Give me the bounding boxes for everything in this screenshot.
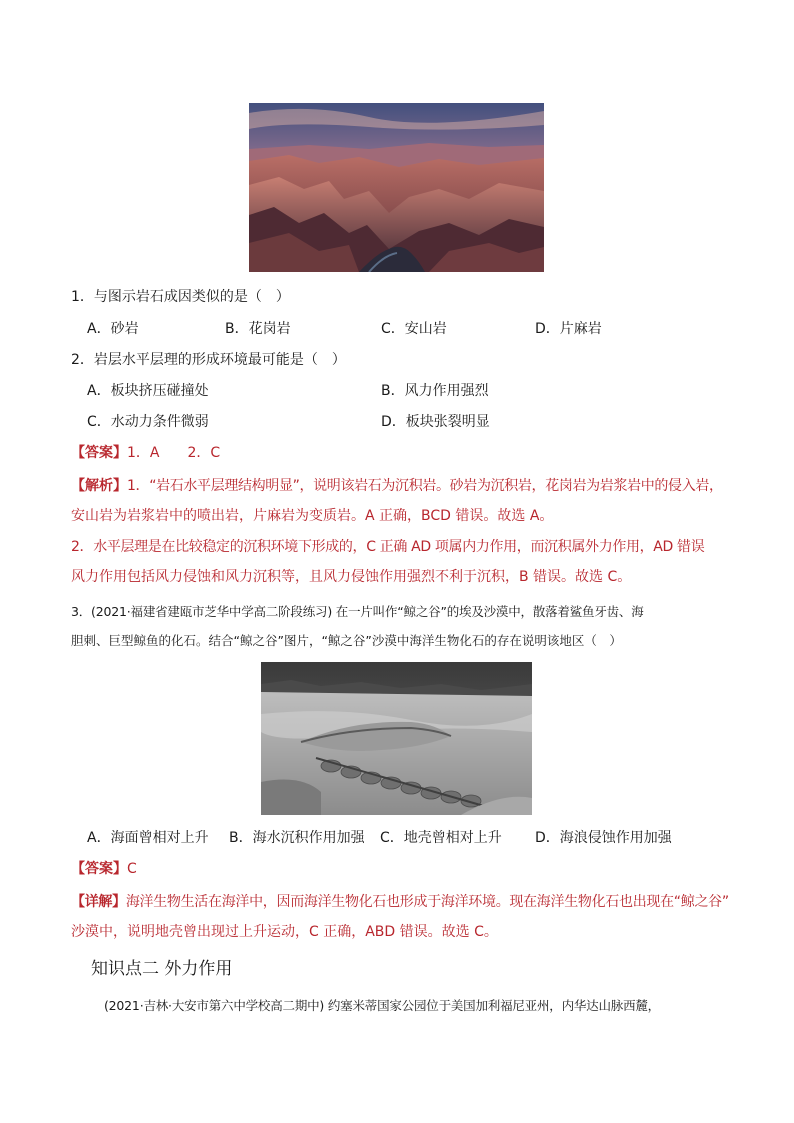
q2-option-d: D．板块张裂明显 xyxy=(381,414,490,430)
q3-option-b: B．海水沉积作用加强 xyxy=(229,830,365,846)
explanation-1-2-line4: 风力作用包括风力侵蚀和风力沉积等，且风力侵蚀作用强烈不利于沉积，B 错误。故选 C。 xyxy=(71,569,632,585)
q2-option-c: C．水动力条件微弱 xyxy=(87,414,209,430)
explanation-1-2-line3: 2．水平层理是在比较稳定的沉积环境下形成的，C 正确 AD 项属内力作用，而沉积属外力作用，AD 错误 xyxy=(71,539,705,555)
q3-option-d: D．海浪侵蚀作用加强 xyxy=(535,830,672,846)
whale-fossil-photo xyxy=(261,662,532,815)
question-4-stem-line1: (2021·吉林·大安市第六中学校高二期中) 约塞米蒂国家公园位于美国加利福尼亚州，内华达山脉西麓， xyxy=(104,998,660,1013)
explanation-1-2-line2: 安山岩为岩浆岩中的喷出岩，片麻岩为变质岩。A 正确，BCD 错误。故选 A。 xyxy=(71,508,554,524)
section-heading: 知识点二 外力作用 xyxy=(91,959,233,979)
question-2-stem: 2．岩层水平层理的形成环境最可能是（ ） xyxy=(71,352,346,368)
q3-option-a: A．海面曾相对上升 xyxy=(87,830,209,846)
canyon-photo-icon xyxy=(249,103,544,272)
q2-option-a: A．板块挤压碰撞处 xyxy=(87,383,209,399)
explanation-3-line2: 沙漠中，说明地壳曾出现过上升运动，C 正确，ABD 错误。故选 C。 xyxy=(71,924,498,940)
question-1-stem: 1．与图示岩石成因类似的是（ ） xyxy=(71,289,290,305)
question-3-stem-line1: 3．(2021·福建省建瓯市芝华中学高二阶段练习) 在一片叫作“鲸之谷”的埃及沙漠中，散落着鲨鱼牙齿、海 xyxy=(71,604,644,619)
answer-tag: 【答案】 xyxy=(71,445,127,461)
q1-option-d: D．片麻岩 xyxy=(535,321,602,337)
explanation-tag: 【解析】 xyxy=(71,478,127,494)
explanation-1-2-line1 xyxy=(71,476,723,496)
q1-option-b: B．花岗岩 xyxy=(225,321,291,337)
explanation-3-line1 xyxy=(71,892,729,912)
q1-option-c: C．安山岩 xyxy=(381,321,447,337)
explanation-text: 海洋生物生活在海洋中，因而海洋生物化石也形成于海洋环境。现在海洋生物化石也出现在“鲸之谷” xyxy=(125,894,729,910)
q1-option-a: A．砂岩 xyxy=(87,321,139,337)
answer-1-2 xyxy=(71,443,220,463)
answer-text: C xyxy=(127,861,137,877)
whale-fossil-photo-icon xyxy=(261,662,532,815)
question-3-stem-line2: 胆刺、巨型鲸鱼的化石。结合“鲸之谷”图片，“鲸之谷”沙漠中海洋生物化石的存在说明该地区（ ） xyxy=(71,633,622,648)
explanation-tag: 【详解】 xyxy=(71,894,126,910)
q3-option-c: C．地壳曾相对上升 xyxy=(380,830,502,846)
q2-option-b: B．风力作用强烈 xyxy=(381,383,489,399)
canyon-photo xyxy=(249,103,544,272)
explanation-text: 1．“岩石水平层理结构明显”，说明该岩石为沉积岩。砂岩为沉积岩，花岗岩为岩浆岩中的侵入岩， xyxy=(127,478,723,494)
answer-text: 1．A 2．C xyxy=(127,445,221,461)
answer-tag: 【答案】 xyxy=(71,861,127,877)
answer-3 xyxy=(71,859,137,879)
